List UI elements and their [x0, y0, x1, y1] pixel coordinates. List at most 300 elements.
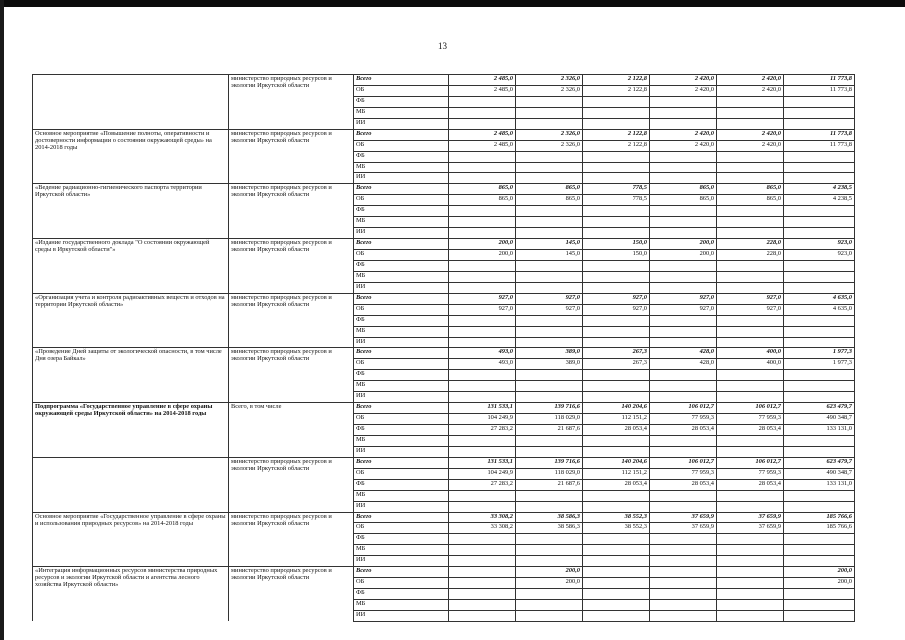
amount-cell: [516, 271, 583, 282]
amount-cell: [650, 446, 717, 457]
amount-cell: [650, 600, 717, 611]
amount-cell: [784, 381, 855, 392]
amount-cell: 200,0: [650, 239, 717, 250]
funding-source-cell: Всего: [354, 75, 449, 86]
funding-source-cell: ФБ: [354, 534, 449, 545]
amount-cell: [784, 162, 855, 173]
amount-cell: 927,0: [449, 293, 516, 304]
amount-cell: 140 204,6: [583, 457, 650, 468]
amount-cell: [583, 556, 650, 567]
amount-cell: 38 586,3: [516, 512, 583, 523]
amount-cell: 4 238,5: [784, 195, 855, 206]
amount-cell: 28 053,4: [583, 479, 650, 490]
amount-cell: 145,0: [516, 250, 583, 261]
amount-cell: 778,5: [583, 195, 650, 206]
amount-cell: [784, 271, 855, 282]
amount-cell: [583, 282, 650, 293]
amount-cell: [717, 96, 784, 107]
amount-cell: [516, 435, 583, 446]
amount-cell: 77 959,3: [650, 468, 717, 479]
amount-cell: [516, 151, 583, 162]
funding-source-cell: ИИ: [354, 501, 449, 512]
amount-cell: [516, 534, 583, 545]
executor-cell: министерство природных ресурсов и экологии Иркутской области: [229, 293, 354, 348]
amount-cell: 112 151,2: [583, 414, 650, 425]
amount-cell: 2 420,0: [717, 140, 784, 151]
amount-cell: 28 053,4: [650, 479, 717, 490]
amount-cell: [583, 162, 650, 173]
amount-cell: 106 012,7: [717, 403, 784, 414]
measure-description: Основное мероприятие «Повышение полноты, оперативности и достоверности информации о состоянии окружающей среды» на 2014-2018 годы: [33, 129, 229, 184]
funding-source-cell: ИИ: [354, 392, 449, 403]
amount-cell: [516, 107, 583, 118]
table-row: [33, 457, 855, 468]
amount-cell: 865,0: [516, 184, 583, 195]
amount-cell: [650, 151, 717, 162]
amount-cell: 927,0: [650, 304, 717, 315]
amount-cell: 389,0: [516, 348, 583, 359]
table-row: [33, 403, 855, 414]
amount-cell: [583, 271, 650, 282]
amount-cell: 623 479,7: [784, 403, 855, 414]
amount-cell: [449, 315, 516, 326]
amount-cell: [449, 217, 516, 228]
amount-cell: 228,0: [717, 239, 784, 250]
amount-cell: [784, 260, 855, 271]
amount-cell: 28 053,4: [650, 425, 717, 436]
amount-cell: [583, 392, 650, 403]
table-row: [33, 567, 855, 578]
amount-cell: [717, 315, 784, 326]
amount-cell: 493,0: [449, 348, 516, 359]
funding-source-cell: ОБ: [354, 195, 449, 206]
amount-cell: 1 977,3: [784, 348, 855, 359]
amount-cell: [516, 162, 583, 173]
amount-cell: 493,0: [449, 359, 516, 370]
amount-cell: 28 053,4: [717, 425, 784, 436]
executor-cell: Всего, в том числе: [229, 403, 354, 458]
amount-cell: [516, 381, 583, 392]
funding-source-cell: ОБ: [354, 523, 449, 534]
measure-description: [33, 75, 229, 130]
table-row: [33, 348, 855, 359]
amount-cell: [784, 228, 855, 239]
amount-cell: 2 485,0: [449, 129, 516, 140]
amount-cell: [650, 206, 717, 217]
amount-cell: [583, 326, 650, 337]
amount-cell: [516, 370, 583, 381]
amount-cell: 118 029,0: [516, 414, 583, 425]
funding-source-cell: ИИ: [354, 446, 449, 457]
executor-cell: министерство природных ресурсов и экологии Иркутской области: [229, 348, 354, 403]
amount-cell: [650, 567, 717, 578]
amount-cell: [784, 96, 855, 107]
amount-cell: 200,0: [516, 578, 583, 589]
amount-cell: 131 533,1: [449, 457, 516, 468]
amount-cell: [717, 392, 784, 403]
amount-cell: 21 687,6: [516, 425, 583, 436]
table-row: [33, 512, 855, 523]
amount-cell: 865,0: [717, 195, 784, 206]
amount-cell: [650, 578, 717, 589]
amount-cell: [449, 271, 516, 282]
amount-cell: 37 659,9: [717, 523, 784, 534]
amount-cell: [449, 96, 516, 107]
amount-cell: [583, 217, 650, 228]
amount-cell: [784, 446, 855, 457]
amount-cell: [516, 490, 583, 501]
amount-cell: [717, 260, 784, 271]
amount-cell: [717, 337, 784, 348]
amount-cell: 228,0: [717, 250, 784, 261]
amount-cell: 2 420,0: [650, 85, 717, 96]
funding-source-cell: ОБ: [354, 304, 449, 315]
amount-cell: 185 766,6: [784, 523, 855, 534]
amount-cell: 267,3: [583, 348, 650, 359]
funding-source-cell: ИИ: [354, 282, 449, 293]
amount-cell: 37 659,9: [650, 512, 717, 523]
amount-cell: 140 204,6: [583, 403, 650, 414]
amount-cell: [650, 556, 717, 567]
funding-source-cell: Всего: [354, 457, 449, 468]
amount-cell: 104 249,9: [449, 414, 516, 425]
amount-cell: 200,0: [784, 578, 855, 589]
amount-cell: [583, 610, 650, 621]
amount-cell: 927,0: [449, 304, 516, 315]
measure-description: «Издание государственного доклада "О состоянии окружающей среды в Иркутской области"»: [33, 239, 229, 294]
amount-cell: [449, 556, 516, 567]
amount-cell: 2 485,0: [449, 140, 516, 151]
amount-cell: [449, 370, 516, 381]
amount-cell: 490 348,7: [784, 468, 855, 479]
amount-cell: 2 122,8: [583, 75, 650, 86]
funding-source-cell: ИИ: [354, 337, 449, 348]
funding-source-cell: ОБ: [354, 359, 449, 370]
amount-cell: [717, 370, 784, 381]
amount-cell: 927,0: [583, 304, 650, 315]
amount-cell: [449, 501, 516, 512]
funding-source-cell: Всего: [354, 512, 449, 523]
amount-cell: [449, 435, 516, 446]
amount-cell: 133 131,0: [784, 479, 855, 490]
amount-cell: 927,0: [717, 304, 784, 315]
amount-cell: 2 485,0: [449, 85, 516, 96]
amount-cell: [717, 107, 784, 118]
amount-cell: [650, 381, 717, 392]
measure-description: «Проведение Дней защиты от экологической опасности, в том числе Дня озера Байкал»: [33, 348, 229, 403]
amount-cell: [784, 534, 855, 545]
amount-cell: 200,0: [516, 567, 583, 578]
amount-cell: [516, 337, 583, 348]
funding-source-cell: ФБ: [354, 206, 449, 217]
amount-cell: 2 420,0: [650, 129, 717, 140]
funding-source-cell: ОБ: [354, 85, 449, 96]
amount-cell: 865,0: [717, 184, 784, 195]
amount-cell: [449, 381, 516, 392]
amount-cell: 2 420,0: [650, 75, 717, 86]
amount-cell: [449, 282, 516, 293]
amount-cell: 778,5: [583, 184, 650, 195]
funding-source-cell: ФБ: [354, 315, 449, 326]
amount-cell: 428,0: [650, 359, 717, 370]
amount-cell: [583, 578, 650, 589]
funding-source-cell: ОБ: [354, 414, 449, 425]
amount-cell: [516, 217, 583, 228]
amount-cell: 106 012,7: [650, 403, 717, 414]
amount-cell: 11 773,8: [784, 129, 855, 140]
funding-source-cell: Всего: [354, 239, 449, 250]
amount-cell: 27 283,2: [449, 425, 516, 436]
table-row: [33, 75, 855, 86]
funding-source-cell: Всего: [354, 293, 449, 304]
amount-cell: 200,0: [449, 239, 516, 250]
table-row: [33, 239, 855, 250]
amount-cell: 865,0: [449, 184, 516, 195]
amount-cell: [650, 217, 717, 228]
amount-cell: 38 552,3: [583, 512, 650, 523]
amount-cell: [784, 490, 855, 501]
amount-cell: [583, 228, 650, 239]
amount-cell: 2 485,0: [449, 75, 516, 86]
amount-cell: 2 122,8: [583, 140, 650, 151]
funding-source-cell: МБ: [354, 107, 449, 118]
amount-cell: [583, 118, 650, 129]
funding-source-cell: Всего: [354, 129, 449, 140]
amount-cell: [650, 107, 717, 118]
amount-cell: [784, 435, 855, 446]
amount-cell: [650, 370, 717, 381]
amount-cell: [449, 392, 516, 403]
amount-cell: [717, 206, 784, 217]
amount-cell: 11 773,8: [784, 140, 855, 151]
funding-source-cell: ФБ: [354, 260, 449, 271]
amount-cell: 139 716,6: [516, 403, 583, 414]
funding-source-cell: ИИ: [354, 610, 449, 621]
funding-source-cell: ИИ: [354, 556, 449, 567]
amount-cell: 37 659,9: [717, 512, 784, 523]
amount-cell: [449, 589, 516, 600]
funding-source-cell: МБ: [354, 545, 449, 556]
amount-cell: [516, 282, 583, 293]
funding-source-cell: ФБ: [354, 96, 449, 107]
amount-cell: 400,0: [717, 359, 784, 370]
amount-cell: 150,0: [583, 239, 650, 250]
amount-cell: [717, 501, 784, 512]
amount-cell: [717, 228, 784, 239]
amount-cell: 11 773,8: [784, 85, 855, 96]
funding-source-cell: МБ: [354, 271, 449, 282]
amount-cell: [784, 151, 855, 162]
amount-cell: 428,0: [650, 348, 717, 359]
measure-description: Подпрограмма «Государственное управление в сфере охраны окружающей среды Иркутской области» на 2014-2018 годы: [33, 403, 229, 458]
funding-source-cell: ФБ: [354, 151, 449, 162]
amount-cell: [449, 600, 516, 611]
amount-cell: [583, 534, 650, 545]
amount-cell: [784, 118, 855, 129]
amount-cell: [583, 435, 650, 446]
amount-cell: 200,0: [650, 250, 717, 261]
amount-cell: [516, 600, 583, 611]
table-row: [33, 129, 855, 140]
executor-cell: министерство природных ресурсов и экологии Иркутской области: [229, 239, 354, 294]
amount-cell: 185 766,6: [784, 512, 855, 523]
amount-cell: [784, 282, 855, 293]
amount-cell: 118 029,0: [516, 468, 583, 479]
amount-cell: [583, 589, 650, 600]
amount-cell: [650, 392, 717, 403]
amount-cell: 2 420,0: [717, 85, 784, 96]
amount-cell: [717, 381, 784, 392]
amount-cell: [583, 490, 650, 501]
amount-cell: [449, 446, 516, 457]
amount-cell: [650, 337, 717, 348]
amount-cell: [516, 610, 583, 621]
amount-cell: 77 959,3: [717, 468, 784, 479]
amount-cell: [717, 217, 784, 228]
amount-cell: [784, 337, 855, 348]
funding-source-cell: Всего: [354, 184, 449, 195]
amount-cell: [516, 315, 583, 326]
amount-cell: 77 959,3: [717, 414, 784, 425]
amount-cell: 927,0: [583, 293, 650, 304]
executor-cell: министерство природных ресурсов и экологии Иркутской области: [229, 129, 354, 184]
amount-cell: [583, 567, 650, 578]
amount-cell: [516, 589, 583, 600]
amount-cell: [583, 260, 650, 271]
amount-cell: [717, 578, 784, 589]
amount-cell: 200,0: [784, 567, 855, 578]
amount-cell: [516, 260, 583, 271]
amount-cell: [449, 151, 516, 162]
amount-cell: [583, 370, 650, 381]
amount-cell: 865,0: [650, 195, 717, 206]
funding-source-cell: ФБ: [354, 370, 449, 381]
amount-cell: 150,0: [583, 250, 650, 261]
amount-cell: 131 533,1: [449, 403, 516, 414]
funding-source-cell: Всего: [354, 348, 449, 359]
funding-source-cell: ИИ: [354, 228, 449, 239]
scan-left-edge: [0, 0, 4, 640]
amount-cell: [650, 118, 717, 129]
funding-source-cell: Всего: [354, 567, 449, 578]
amount-cell: 28 053,4: [583, 425, 650, 436]
funding-source-cell: МБ: [354, 490, 449, 501]
amount-cell: 28 053,4: [717, 479, 784, 490]
amount-cell: [449, 567, 516, 578]
amount-cell: 2 420,0: [717, 75, 784, 86]
amount-cell: [717, 326, 784, 337]
amount-cell: [717, 567, 784, 578]
amount-cell: [717, 151, 784, 162]
amount-cell: [449, 118, 516, 129]
amount-cell: 923,0: [784, 250, 855, 261]
funding-source-cell: ОБ: [354, 250, 449, 261]
amount-cell: [516, 118, 583, 129]
amount-cell: 77 959,3: [650, 414, 717, 425]
amount-cell: [717, 490, 784, 501]
amount-cell: [449, 326, 516, 337]
amount-cell: [583, 96, 650, 107]
scan-top-edge: [0, 0, 905, 7]
amount-cell: [449, 534, 516, 545]
amount-cell: [784, 107, 855, 118]
amount-cell: 104 249,9: [449, 468, 516, 479]
amount-cell: 2 326,0: [516, 140, 583, 151]
funding-source-cell: Всего: [354, 403, 449, 414]
measure-description: [33, 457, 229, 512]
amount-cell: [516, 501, 583, 512]
amount-cell: 38 552,3: [583, 523, 650, 534]
funding-source-cell: МБ: [354, 217, 449, 228]
amount-cell: [583, 337, 650, 348]
funding-source-cell: ОБ: [354, 140, 449, 151]
funding-source-cell: ФБ: [354, 425, 449, 436]
amount-cell: [516, 96, 583, 107]
amount-cell: 21 687,6: [516, 479, 583, 490]
amount-cell: [449, 260, 516, 271]
amount-cell: 33 308,2: [449, 523, 516, 534]
budget-table: [32, 74, 855, 622]
amount-cell: 267,3: [583, 359, 650, 370]
amount-cell: [650, 534, 717, 545]
amount-cell: [784, 600, 855, 611]
amount-cell: 139 716,6: [516, 457, 583, 468]
amount-cell: 38 586,3: [516, 523, 583, 534]
amount-cell: [650, 228, 717, 239]
amount-cell: [784, 610, 855, 621]
funding-source-cell: МБ: [354, 435, 449, 446]
amount-cell: 389,0: [516, 359, 583, 370]
amount-cell: [717, 271, 784, 282]
amount-cell: [449, 206, 516, 217]
amount-cell: [583, 600, 650, 611]
amount-cell: 865,0: [516, 195, 583, 206]
funding-source-cell: ФБ: [354, 479, 449, 490]
funding-source-cell: ОБ: [354, 468, 449, 479]
executor-cell: министерство природных ресурсов и экологии Иркутской области: [229, 75, 354, 130]
amount-cell: [650, 435, 717, 446]
executor-cell: министерство природных ресурсов и экологии Иркутской области: [229, 567, 354, 622]
amount-cell: [717, 534, 784, 545]
amount-cell: [650, 610, 717, 621]
amount-cell: [784, 392, 855, 403]
amount-cell: [650, 282, 717, 293]
amount-cell: [650, 326, 717, 337]
amount-cell: 27 283,2: [449, 479, 516, 490]
amount-cell: 2 122,8: [583, 129, 650, 140]
amount-cell: [784, 370, 855, 381]
funding-source-cell: ОБ: [354, 578, 449, 589]
amount-cell: [583, 173, 650, 184]
amount-cell: [583, 381, 650, 392]
amount-cell: 145,0: [516, 239, 583, 250]
amount-cell: 33 308,2: [449, 512, 516, 523]
amount-cell: [583, 446, 650, 457]
amount-cell: [449, 162, 516, 173]
amount-cell: [650, 501, 717, 512]
funding-source-cell: ИИ: [354, 118, 449, 129]
amount-cell: [784, 326, 855, 337]
amount-cell: 4 635,0: [784, 304, 855, 315]
amount-cell: 133 131,0: [784, 425, 855, 436]
amount-cell: 2 122,8: [583, 85, 650, 96]
funding-source-cell: МБ: [354, 381, 449, 392]
amount-cell: 400,0: [717, 348, 784, 359]
executor-cell: министерство природных ресурсов и экологии Иркутской области: [229, 457, 354, 512]
page-number: 13: [438, 41, 447, 51]
measure-description: «Интеграция информационных ресурсов министерства природных ресурсов и экологии Иркутской области и агентства лесного хозяйства Иркутской области»: [33, 567, 229, 622]
amount-cell: 923,0: [784, 239, 855, 250]
